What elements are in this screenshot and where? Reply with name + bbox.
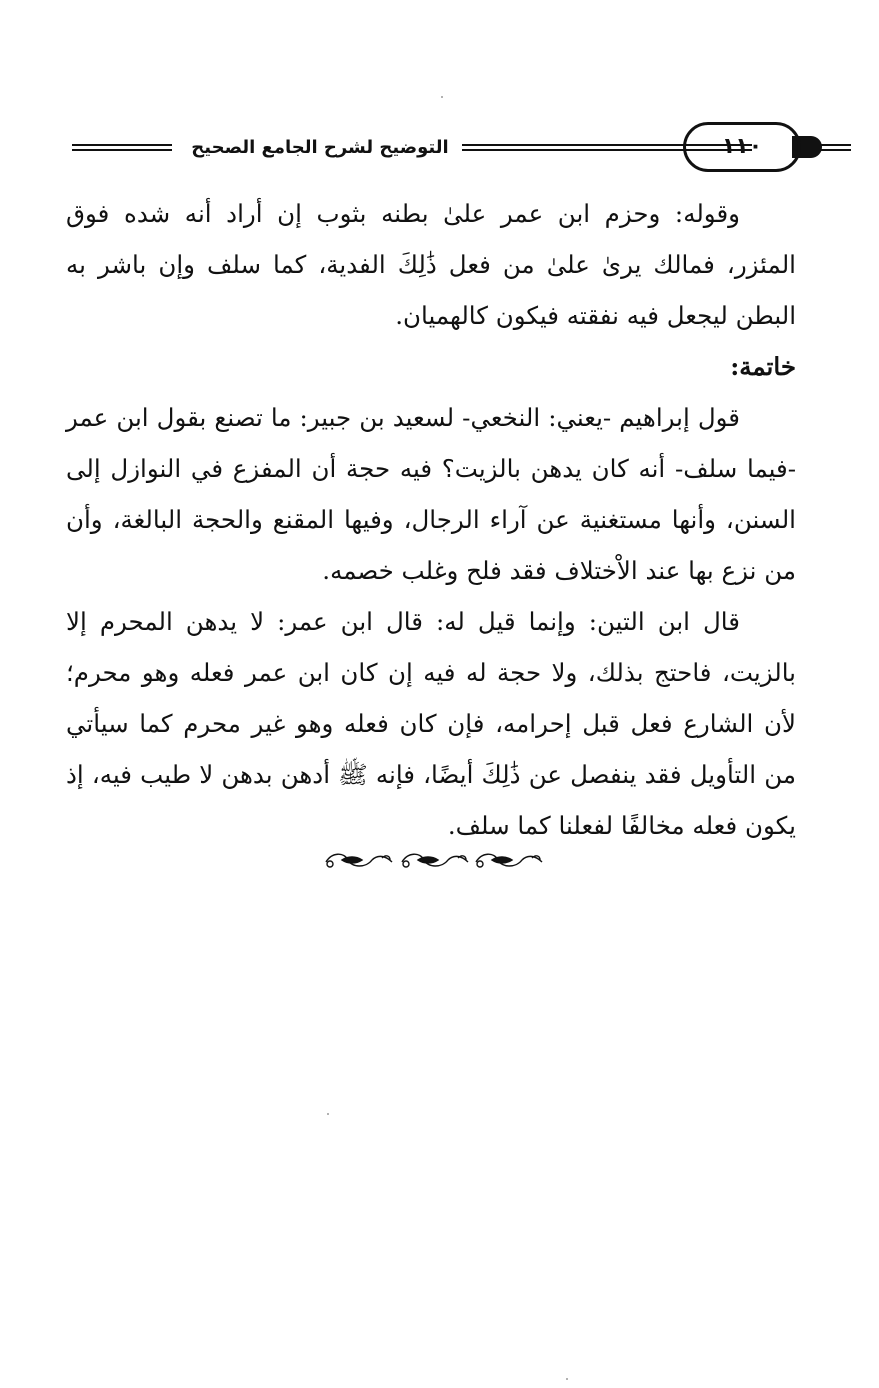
paragraph-1: وقوله: وحزم ابن عمر علىٰ بطنه بثوب إن أراد أنه شده فوق المئزر، فمالك يرىٰ علىٰ من فعل ذَٰلِكَ الفدية، كما سلف وإن باشر به البطن ليجعل فيه نفقته فيكون كالهميان. — [66, 199, 796, 330]
floral-divider-icon — [322, 848, 544, 874]
paragraph-3: قال ابن التين: وإنما قيل له: قال ابن عمر: لا يدهن المحرم إلا بالزيت، فاحتج بذلك، ولا حجة له فيه إن كان ابن عمر فعله وهو محرم؛ لأن الشارع فعل قبل إحرامه، فإن كان فعله وهو غير محرم كما سيأتي من التأويل فقد ينفصل عن ذَٰلِكَ أيضًا، فإنه ﷺ أدهن بدهن لا طيب فيه، إذ يكون فعله مخالفًا لفعلنا كما سلف. — [66, 607, 796, 840]
scan-speck — [566, 1378, 568, 1380]
header-rule-far-right — [821, 144, 851, 151]
scan-speck — [441, 96, 443, 98]
running-header — [64, 120, 794, 180]
ornament-motif-3 — [476, 854, 542, 867]
header-rule-left — [72, 144, 172, 151]
page-number: ١١٠ — [683, 122, 801, 172]
ornament-motif-1 — [326, 854, 392, 867]
section-heading: خاتمة: — [730, 352, 796, 381]
scan-speck — [327, 1113, 329, 1115]
body-text — [66, 188, 796, 851]
paragraph-2: قول إبراهيم -يعني: النخعي- لسعيد بن جبير: ما تصنع بقول ابن عمر -فيما سلف- أنه كان يدهن بالزيت؟ فيه حجة أن المفزع في النوازل إلى السنن، وأنها مستغنية عن آراء الرجال، وفيها المقنع والحجة البالغة، وأن من نزع بها عند الاْختلاف فقد فلح وغلب خصمه. — [66, 403, 796, 585]
running-title: التوضيح لشرح الجامع الصحيح — [191, 137, 449, 158]
ornament-motif-2 — [402, 854, 468, 867]
